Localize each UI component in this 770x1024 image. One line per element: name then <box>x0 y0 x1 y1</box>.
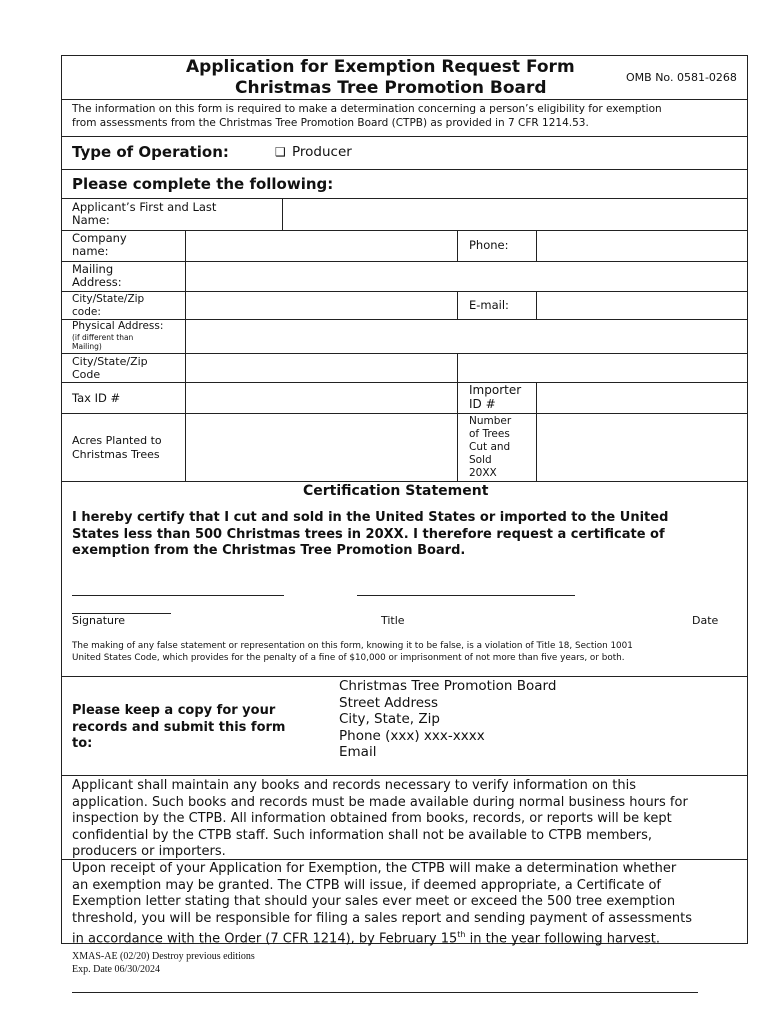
divider <box>61 859 748 860</box>
form-title-line2: Christmas Tree Promotion Board <box>235 78 547 98</box>
email-field[interactable] <box>537 292 747 318</box>
physical-address-field[interactable] <box>186 320 747 352</box>
importer-id-field[interactable] <box>537 383 747 412</box>
tax-id-field[interactable] <box>186 383 456 412</box>
acres-planted-label: Acres Planted to Christmas Trees <box>72 434 162 461</box>
grid-line <box>457 353 458 481</box>
divider <box>61 136 748 137</box>
omb-number: OMB No. 0581-0268 <box>626 71 737 84</box>
grid-line <box>457 291 458 319</box>
footer-exp-date: Exp. Date 06/30/2024 <box>72 964 161 975</box>
physical-address-label: Physical Address: (if different than Mailing) <box>72 320 164 351</box>
divider <box>61 676 748 677</box>
email-label: E-mail: <box>469 298 509 312</box>
records-paragraph: Applicant shall maintain any books and records necessary to verify information on this application. Such books and records must be made available during normal business hours for inspection by the CTPB. All information obtained from books, records, or reports will be kept confidential by the CTPB staff. Such information shall not be available to CTPB members, producers or importers. <box>72 778 688 859</box>
signature-line[interactable] <box>72 595 284 596</box>
city-state-zip-2-label: City/State/Zip Code <box>72 355 148 381</box>
complete-heading: Please complete the following: <box>72 175 334 193</box>
applicant-name-field[interactable] <box>283 199 747 229</box>
certification-line1: I hereby certify that I cut and sold in the United States or imported to the United <box>72 510 669 525</box>
footer-form-code: XMAS-AE (02/20) Destroy previous editions <box>72 951 255 962</box>
acres-planted-field[interactable] <box>186 414 456 480</box>
trees-sold-field[interactable] <box>537 414 747 480</box>
title-line[interactable] <box>357 595 575 596</box>
grid-line <box>457 230 458 261</box>
tax-id-label: Tax ID # <box>72 391 121 405</box>
intro-line1: The information on this form is required to make a determination concerning a person’s eligibility for exemption <box>72 103 662 115</box>
signature-label: Signature <box>72 614 126 627</box>
certification-line3: exemption from the Christmas Tree Promotion Board. <box>72 543 466 558</box>
certification-line2: States less than 500 Christmas trees in 20XX. I therefore request a certificate of <box>72 527 665 542</box>
divider <box>61 775 748 776</box>
phone-field[interactable] <box>537 231 747 260</box>
producer-checkbox[interactable]: ❑ <box>275 145 286 159</box>
grid-line <box>61 481 748 482</box>
producer-option-label: Producer <box>292 144 352 160</box>
penalty-warning-line2: United States Code, which provides for the penalty of a fine of $10,000 or imprisonment of not more than five years, or both. <box>72 653 625 663</box>
company-name-field[interactable] <box>186 231 456 260</box>
form-title-line1: Application for Exemption Request Form <box>186 57 575 77</box>
city-state-zip-2-field[interactable] <box>186 354 456 381</box>
submit-instructions: Please keep a copy for your records and submit this form to: <box>72 703 286 751</box>
title-label: Title <box>381 614 405 627</box>
board-address: Christmas Tree Promotion Board Street Address City, State, Zip Phone (xxx) xxx-xxxx Email <box>339 678 557 760</box>
footer-rule <box>72 992 698 993</box>
certification-heading: Certification Statement <box>303 483 489 499</box>
trees-sold-label: Number of Trees Cut and Sold 20XX <box>469 415 512 479</box>
mailing-address-label: Mailing Address: <box>72 262 122 289</box>
date-label: Date <box>692 614 719 627</box>
divider <box>61 99 748 100</box>
mailing-address-field[interactable] <box>186 262 747 290</box>
receipt-paragraph: Upon receipt of your Application for Exemption, the CTPB will make a determination whether an exemption may be granted. The CTPB will issue, if deemed appropriate, a Certificate of Exemption letter stating that should your sales ever meet or exceed the 500 tree exemption threshold, you will be responsible for filing a sales report and sending payment of assessments in accordance with the Order (7 CFR 1214), by February 15th in the year following harvest. <box>72 861 692 947</box>
company-name-label: Company name: <box>72 231 127 258</box>
operation-label: Type of Operation: <box>72 143 229 161</box>
intro-line2: from assessments from the Christmas Tree Promotion Board (CTPB) as provided in 7 CFR 1214.53. <box>72 117 589 129</box>
penalty-warning-line1: The making of any false statement or representation on this form, knowing it to be false, is a violation of Title 18, Section 1001 <box>72 641 633 651</box>
city-state-zip-field[interactable] <box>186 292 456 318</box>
divider <box>61 169 748 170</box>
applicant-name-label: Applicant’s First and Last Name: <box>72 200 217 227</box>
city-state-zip-label: City/State/Zip code: <box>72 293 145 318</box>
phone-label: Phone: <box>469 238 509 252</box>
importer-id-label: Importer ID # <box>469 383 522 411</box>
